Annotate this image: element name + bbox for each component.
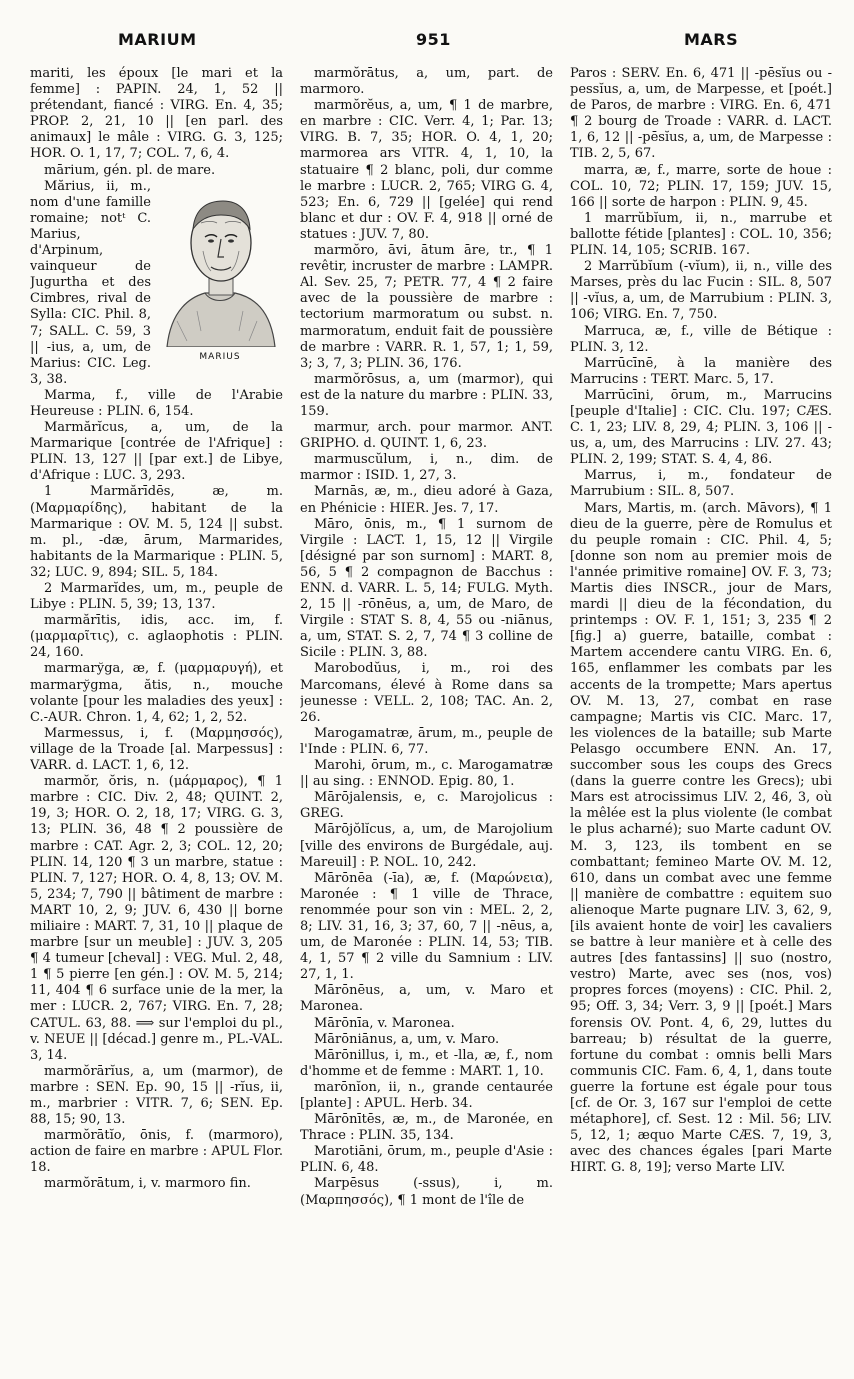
running-head-right: MARS: [684, 30, 739, 49]
dictionary-entry: marmŏrōsus, a, um (marmor), qui est de la nature du marbre : PLIN. 33, 159.: [300, 371, 553, 419]
dictionary-entry: marōnĭon, ii, n., grande centaurée [plante] : APUL. Herb. 34.: [300, 1079, 553, 1111]
dictionary-entry: Marrus, i, m., fondateur de Marrubium : SIL. 8, 507.: [570, 468, 832, 500]
marius-portrait: [157, 181, 283, 361]
dictionary-entry: Marpēsus (-ssus), i, m. (Μαρπησσός), ¶ 1 mont de l'île de: [300, 1176, 553, 1208]
dictionary-entry: 2 Marmarĭdes, um, m., peuple de Libye : PLIN. 5, 39; 13, 137.: [30, 581, 283, 613]
column-right: [570, 66, 832, 1372]
dictionary-entry: 1 Marmărīdēs, æ, m. (Μαρμαρίδης), habitant de la Marmarique : OV. M. 5, 124 || subst. m. pl., -dæ, ārum, Marmarides, habitants de la Marmarique : PLIN. 5, 32; LUC. 9, 894; SIL. 5, 184.: [30, 484, 283, 580]
dictionary-entry: Mārōnēa (-īa), æ, f. (Μαρώνεια), Maronée : ¶ 1 ville de Thrace, renommée pour son vin : MEL. 2, 2, 8; LIV. 31, 16, 3; 37, 60, 7 || -nēus, a, um, de Maronée : PLIN. 14, 53; TIB. 4, 1, 57 ¶ 2 ville du Samnium : LIV. 27, 1, 1.: [300, 870, 553, 983]
dictionary-entry: Marma, f., ville de l'Arabie Heureuse : PLIN. 6, 154.: [30, 387, 283, 419]
portrait-caption: MARIUS: [199, 351, 241, 362]
dictionary-entry: marmŏro, āvi, ātum āre, tr., ¶ 1 revêtir, incruster de marbre : LAMPR. Al. Sev. 25, 7; PETR. 77, 4 ¶ 2 faire avec de la poussière de marbre : tectorium marmoratum ou subst. n. marmoratum, enduit fait de poussière de marbre : VARR. R. 1, 57, 1; 1, 59, 3; 3, 7, 3; PLIN. 36, 176.: [300, 243, 553, 371]
dictionary-entry: Paros : SERV. En. 6, 471 || -pēsĭus ou -pessĭus, a, um, de Marpesse, et [poét.] de Paros, de marbre : VIRG. En. 6, 471 ¶ 2 bourg de Troade : VARR. d. LACT. 1, 6, 12 || -pēsĭus, a, um, de Marpesse : TIB. 2, 5, 67.: [570, 66, 832, 162]
dictionary-entry: marmŏrātĭo, ōnis, f. (marmoro), action de faire en marbre : APUL Flor. 18.: [30, 1128, 283, 1176]
dictionary-entry: marmur, arch. pour marmor. ANT. GRIPHO. d. QUINT. 1, 6, 23.: [300, 420, 553, 452]
dictionary-entry: Marmessus, i, f. (Μαρμησσός), village de la Troade [al. Marpessus] : VARR. d. LACT. 1, 6, 12.: [30, 725, 283, 774]
dictionary-entry: 2 Marrŭbĭum (-vĭum), ii, n., ville des Marses, près du lac Fucin : SIL. 8, 507 || -vĭus, a, um, de Marrubium : PLIN. 3, 106; VIRG. En. 7, 750.: [570, 259, 832, 323]
dictionary-entry: Marogamatræ, ārum, m., peuple de l'Inde : PLIN. 6, 77.: [300, 725, 553, 757]
dictionary-entry: marmŏrĕus, a, um, ¶ 1 de marbre, en marbre : CIC. Verr. 4, 1; Par. 13; VIRG. B. 7, 35; HOR. O. 4, 1, 20; marmorea ars VITR. 4, 1, 10, la statuaire ¶ 2 blanc, poli, dur comme le marbre : LUCR. 2, 765; VIRG G. 4, 523; En. 6, 729 || [gelée] qui rend blanc et dur : OV. F. 4, 918 || orné de statues : JUV. 7, 80.: [300, 98, 553, 242]
dictionary-entry: marra, æ, f., marre, sorte de houe : COL. 10, 72; PLIN. 17, 159; JUV. 15, 166 || sorte de harpon : PLIN. 9, 45.: [570, 162, 832, 210]
dictionary-entry: 1 marrŭbĭum, ii, n., marrube et ballotte fétide [plantes] : COL. 10, 356; PLIN. 14, 105; SCRIB. 167.: [570, 210, 832, 259]
page-header: [0, 30, 854, 56]
dictionary-entry: Mārōjalensis, e, c. Marojolicus : GREG.: [300, 790, 553, 822]
dictionary-entry: Mārōnītēs, æ, m., de Maronée, en Thrace : PLIN. 35, 134.: [300, 1112, 553, 1144]
dictionary-entry: marmuscŭlum, i, n., dim. de marmor : ISID. 1, 27, 3.: [300, 452, 553, 484]
dictionary-entry: Marruca, æ, f., ville de Bétique : PLIN. 3, 12.: [570, 323, 832, 355]
running-head-left: MARIUM: [118, 30, 197, 49]
dictionary-entry: mariti, les époux [le mari et la femme] : PAPIN. 24, 1, 52 || prétendant, fiancé : VIRG. En. 4, 35; PROP. 2, 21, 10 || [en parl. des animaux] le mâle : VIRG. G. 3, 125; HOR. O. 1, 17, 7; COL. 7, 6, 4.: [30, 66, 283, 162]
dictionary-entry: Mārōnēus, a, um, v. Maro et Maronea.: [300, 983, 553, 1015]
dictionary-entry: Marotiāni, ōrum, m., peuple d'Asie : PLIN. 6, 48.: [300, 1144, 553, 1176]
dictionary-entry: marmŏrātum, i, v. marmoro fin.: [44, 1176, 251, 1192]
dictionary-entry: mārium, gén. pl. de mare.: [44, 162, 216, 178]
dictionary-entry: Mārōjŏlĭcus, a, um, de Marojolium [ville des environs de Burgédale, auj. Mareuil] : P. NOL. 10, 242.: [300, 822, 553, 870]
column-left: [30, 66, 283, 1372]
dictionary-entry: Mārōniānus, a, um, v. Maro.: [314, 1031, 500, 1047]
dictionary-entry: Mārōnīa, v. Maronea.: [314, 1015, 455, 1031]
column-middle: [300, 66, 553, 1372]
marius-bust-image: [157, 181, 283, 347]
dictionary-entry: marmărītis, idis, acc. im, f. (μαρμαρῖτις), c. aglaophotis : PLIN. 24, 160.: [30, 613, 283, 661]
dictionary-entry: Marrūcīnē, à la manière des Marrucins : TERT. Marc. 5, 17.: [570, 355, 832, 387]
dictionary-entry: marmŏr, ŏris, n. (μάρμαρος), ¶ 1 marbre : CIC. Div. 2, 48; QUINT. 2, 19, 3; HOR. O. 2, 18, 17; VIRG. G. 3, 13; PLIN. 36, 48 ¶ 2 poussière de marbre : CAT. Agr. 2, 3; COL. 12, 20; PLIN. 14, 120 ¶ 3 un marbre, statue : PLIN. 7, 127; HOR. O. 4, 8, 13; OV. M. 5, 234; 7, 790 || bâtiment de marbre : MART 10, 2, 9; JUV. 6, 430 || borne miliaire : MART. 7, 31, 10 || plaque de marbre [sur un meuble] : JUV. 3, 205 ¶ 4 tumeur [cheval] : VEG. Mul. 2, 48, 1 ¶ 5 pierre [en gén.] : OV. M. 5, 214; 11, 404 ¶ 6 surface unie de la mer, la mer : LUCR. 2, 767; VIRG. En. 7, 28; CATUL. 63, 88. ⟹ sur l'emploi du pl., v. NEUE || [décad.] genre m., PL.-VAL. 3, 14.: [30, 774, 283, 1063]
dictionary-entry: Māro, ōnis, m., ¶ 1 surnom de Virgile : LACT. 1, 15, 12 || Virgile [désigné par son surnom] : MART. 8, 56, 5 ¶ 2 compagnon de Bacchus : ENN. d. VARR. L. 5, 14; FULG. Myth. 2, 15 || -rōnēus, a, um, de Maro, de Virgile : STAT S. 8, 4, 55 ou -niānus, a, um, STAT. S. 2, 7, 74 ¶ 3 colline de Sicile : PLIN. 3, 88.: [300, 516, 553, 661]
dictionary-entry: marmarўga, æ, f. (μαρμαρυγή), et marmarўgma, ătis, n., mouche volante [pour les maladies des yeux] : C.-AUR. Chron. 1, 4, 62; 1, 2, 52.: [30, 661, 283, 725]
dictionary-entry: Mārōnillus, i, m., et -lla, æ, f., nom d'homme et de femme : MART. 1, 10.: [300, 1047, 553, 1079]
dictionary-entry: Mars, Martis, m. (arch. Māvors), ¶ 1 dieu de la guerre, père de Romulus et du peuple romain : CIC. Phil. 4, 5; [donne son nom au premier mois de l'année primitive romaine] OV. F. 3, 73; Martis dies INSCR., jour de Mars, mardi || dieu de la fécondation, du printemps : OV. F. 1, 151; 3, 235 ¶ 2 [fig.] a) guerre, bataille, combat : Martem accendere cantu VIRG. En. 6, 165, enflammer les combats par les accents de la trompette; Mars apertus OV. M. 13, 27, combat en rase campagne; Martis vis CIC. Marc. 17, les violences de la bataille; sub Marte Pelasgo occumbere ENN. An. 17, succomber sous les coups des Grecs (dans la guerre contre les Grecs); ubi Mars est atrocissimus LIV. 2, 46, 3, où la mêlée est la plus violente (le combat le plus acharné); suo Marte cadunt OV. M. 3, 123, ils tombent en se combattant; femineo Marte OV. M. 12, 610, dans un combat avec une femme || manière de combattre : equitem suo alienoque Marte pugnare LIV. 3, 62, 9, [ils avaient honte de voir] les cavaliers se battre à leur manière et à celle des autres [des fantassins] || suo (nostro, vestro) Marte, avec ses (nos, vos) propres forces (moyens) : CIC. Phil. 2, 95; Off. 3, 34; Verr. 3, 9 || [poét.] Mars forensis OV. Pont. 4, 6, 29, luttes du barreau; b) résultat de la guerre, fortune du combat : omnis belli Mars communis CIC. Fam. 6, 4, 1, dans toute guerre la fortune est égale pour tous [cf. de Or. 3, 167 sur l'emploi de cette métaphore], cf. Sest. 12 : Mil. 56; LIV. 5, 12, 1; æquo Marte CÆS. 7, 19, 3, avec des chances égales [pari Marte HIRT. G. 8, 19]; verso Marte LIV.: [570, 500, 832, 1176]
dictionary-entry: marmŏrātus, a, um, part. de marmoro.: [300, 66, 553, 98]
dictionary-entry: Marnās, æ, m., dieu adoré à Gaza, en Phénicie : HIER. Jes. 7, 17.: [300, 484, 553, 516]
dictionary-entry: Marrūcīni, ōrum, m., Marrucins [peuple d'Italie] : CIC. Clu. 197; CÆS. C. 1, 23; LIV. 8, 29, 4; PLIN. 3, 106 || -us, a, um, des Marrucins : LIV. 27. 43; PLIN. 2, 199; STAT. S. 4, 4, 86.: [570, 387, 832, 468]
dictionary-entry: Marobodŭus, i, m., roi des Marcomans, élevé à Rome dans sa jeunesse : VELL. 2, 108; TAC. An. 2, 26.: [300, 661, 553, 725]
page-number: 951: [416, 30, 451, 49]
dictionary-entry: Marmărĭcus, a, um, de la Marmarique [contrée de l'Afrique] : PLIN. 13, 127 || [par ext.] de Libye, d'Afrique : LUC. 3, 293.: [30, 420, 283, 484]
dictionary-entry: Mărius, ii, m., nom d'une famille romaine; notᵗ C. Marius, d'Arpinum, vainqueur de Jugurtha et des Cimbres, rival de Sylla: CIC. Phil. 8, 7; SALL. C. 59, 3 || -ius, a, um, de Marius: CIC. Leg. 3, 38.: [30, 178, 151, 387]
dictionary-entry: marmŏrārĭus, a, um (marmor), de marbre : SEN. Ep. 90, 15 || -rĭus, ii, m., marbrier : VITR. 7, 6; SEN. Ep. 88, 15; 90, 13.: [30, 1063, 283, 1128]
dictionary-entry: Marohi, ōrum, m., c. Marogamatræ || au sing. : ENNOD. Epig. 80, 1.: [300, 758, 553, 790]
